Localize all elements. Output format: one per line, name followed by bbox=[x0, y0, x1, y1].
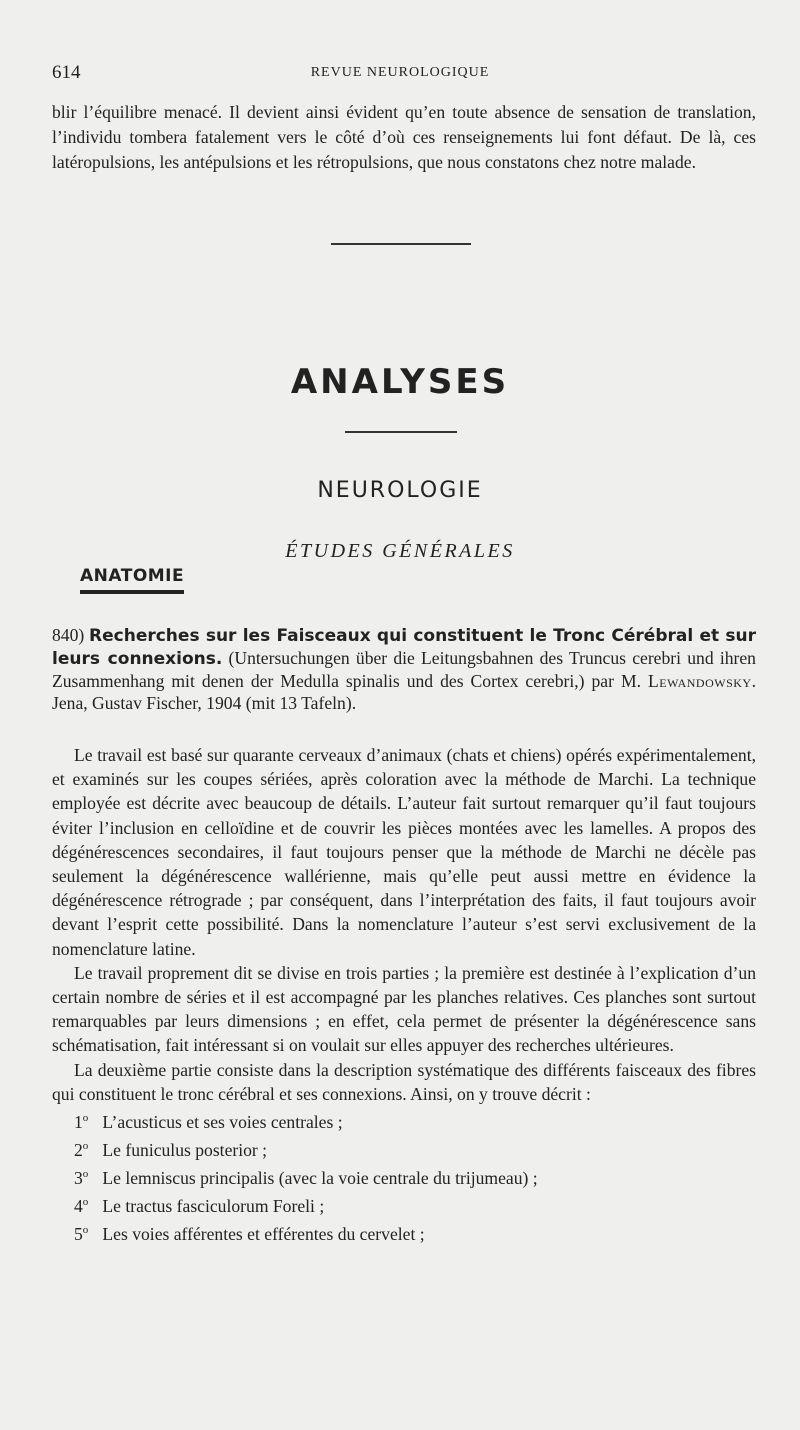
list-item-text: Le lemniscus principalis (avec la voie centrale du trijumeau) ; bbox=[102, 1168, 538, 1189]
body-paragraph: Le travail est basé sur quarante cerveaux d’animaux (chats et chiens) opérés expérimentalement, et examinés sur les coupes sériées, après coloration avec la méthode de Marchi. La technique employée est décrite avec beaucoup de détails. L’auteur fait surtout remarquer qu’il faut toujours éviter l’inclusion en celloïdine et de couvrir les pièces montées avec les lamelles. A propos des dégénérescences secondaires, il faut toujours penser que la méthode de Marchi ne décèle pas seulement la dégénérescence wallérienne, mais qu’elle peut aussi mettre en évidence la dégénérescence rétrograde ; par conséquent, dans l’interprétation des faits, il faut toujours avoir devant l’esprit cette possibilité. Dans la nomenclature l’auteur s’est servi exclusivement de la nomenclature latine. bbox=[52, 745, 756, 959]
list-item bbox=[52, 1190, 756, 1218]
page-header bbox=[52, 62, 748, 86]
list-item-text: Le tractus fasciculorum Foreli ; bbox=[102, 1196, 325, 1217]
list-item bbox=[52, 1106, 756, 1134]
body-paragraph: La deuxième partie consiste dans la description systématique des différents faisceaux des fibres qui constituent le tronc cérébral et ses connexions. Ainsi, on y trouve décrit : bbox=[52, 1059, 756, 1104]
list-item-number: 5 bbox=[74, 1224, 83, 1245]
entry-number: 840) bbox=[52, 625, 85, 645]
list-item bbox=[52, 1218, 756, 1246]
entry-author: Lewandowsky bbox=[648, 671, 752, 691]
body-paragraph: Le travail proprement dit se divise en trois parties ; la première est destinée à l’explication d’un certain nombre de séries et il est accompagné par les planches relatives. Ces planches sont surtout remarquables par leurs dimensions ; en effet, cela permet de présenter la dégénérescence sans schématisation, fait intéressant si on voulait sur elles appuyer des recherches ultérieures. bbox=[52, 962, 756, 1056]
intro-paragraph: blir l’équilibre menacé. Il devient ainsi évident qu’en toute absence de sensation de translation, l’individu tombera fatalement vers le côté d’où ces renseignements lui font défaut. De là, ces latéropulsions, les antépulsions et les rétropulsions, que nous constatons chez notre malade. bbox=[52, 102, 756, 172]
structures-list bbox=[52, 1106, 756, 1246]
list-item-number: 2 bbox=[74, 1139, 83, 1160]
entry-citation: (Untersuchungen über die Leitungsbahnen des Truncus cerebri und ihren Zusammenhang mit denen der Medulla spinalis und des Cortex cerebri,) par M. bbox=[52, 648, 756, 691]
review-body bbox=[52, 743, 756, 1246]
rubric-heading: ANATOMIE bbox=[80, 566, 184, 594]
running-head: REVUE NEUROLOGIQUE bbox=[310, 65, 490, 80]
list-item-text: L’acusticus et ses voies centrales ; bbox=[102, 1111, 343, 1132]
intro-paragraph-block bbox=[52, 100, 756, 175]
ordinal-mark: o bbox=[82, 1112, 89, 1125]
ordinal-mark: o bbox=[82, 1168, 89, 1181]
entry-publication: . Jena, Gustav Fischer, 1904 (mit 13 Tafeln). bbox=[52, 671, 756, 713]
list-item-number: 4 bbox=[74, 1196, 83, 1217]
list-item-text: Le funiculus posterior ; bbox=[102, 1139, 268, 1160]
section-title: ANALYSES bbox=[290, 362, 510, 402]
page-number: 614 bbox=[52, 62, 81, 83]
list-item-text: Les voies afférentes et efférentes du cervelet ; bbox=[102, 1224, 425, 1245]
ordinal-mark: o bbox=[82, 1140, 89, 1153]
review-entry-heading bbox=[52, 624, 756, 714]
section-divider-bottom bbox=[345, 431, 457, 433]
list-item-number: 1 bbox=[74, 1111, 83, 1132]
ordinal-mark: o bbox=[82, 1196, 89, 1209]
list-item-number: 3 bbox=[74, 1168, 83, 1189]
list-item bbox=[52, 1162, 756, 1190]
list-item bbox=[52, 1134, 756, 1162]
section-divider-top bbox=[331, 243, 471, 245]
ordinal-mark: o bbox=[82, 1224, 89, 1237]
entry-title: Recherches sur les Faisceaux qui constituent le Tronc Cérébral et sur leurs connexions. bbox=[52, 626, 756, 669]
subsection-heading: ÉTUDES GÉNÉRALES bbox=[285, 540, 515, 562]
section-subtitle: NEUROLOGIE bbox=[317, 478, 483, 503]
